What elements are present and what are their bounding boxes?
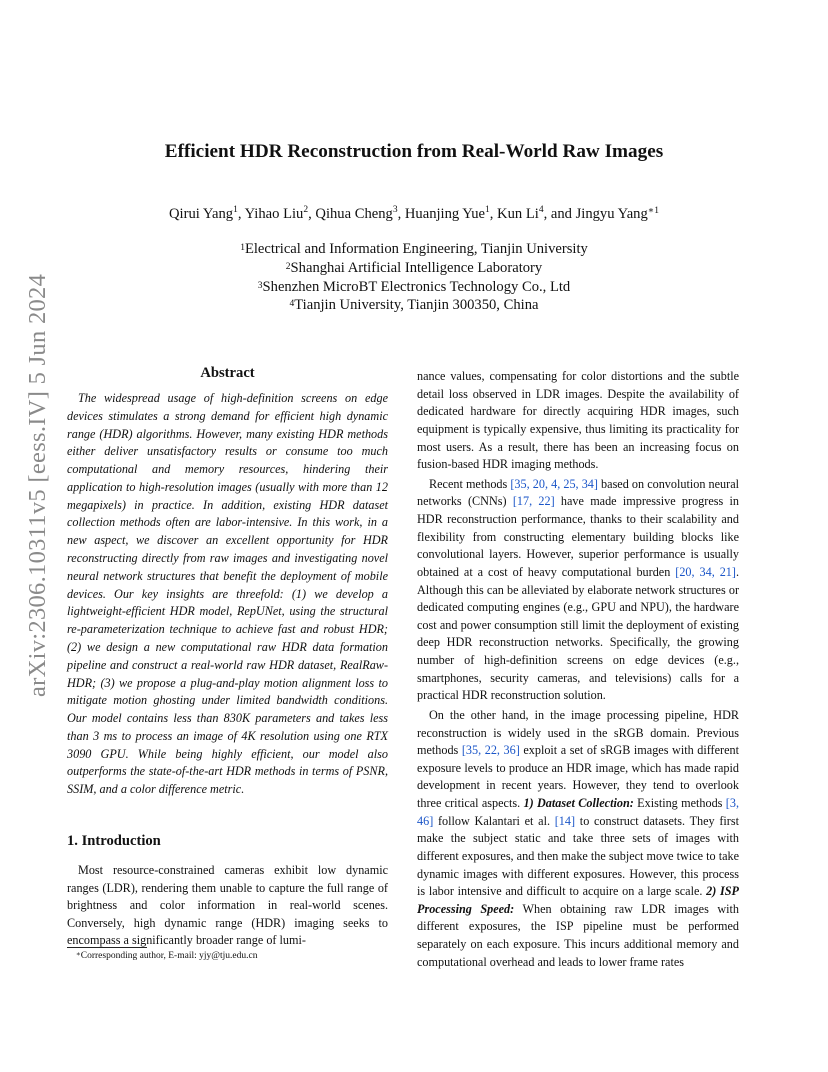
author: Qihua Cheng$^3$, xyxy=(315,205,405,222)
abstract-text: The widespread usage of high-definition screens on edge devices stimulates a strong demand for efficient high dynamic range (HDR) algorithms. However, many existing HDR methods either deliver unsatisfactory results or consume too much computational and memory resources, hindering their application to high-resolution images (usually with more than 12 megapixels) in practice. In addition, existing HDR dataset collection methods often are labor-intensive. In this work, in a new aspect, we discover an excellent opportunity for HDR reconstructing directly from raw images and investigating novel neural network structures that benefit the deployment of mobile devices. Our key insights are threefold: (1) we develop a lightweight-efficient HDR model, RepUNet, using the structural re-parameterization technique to achieve fast and robust HDR; (2) we design a new computational raw HDR data formation pipeline and construct a real-world raw HDR dataset, RealRaw-HDR; (3) we propose a plug-and-play motion alignment loss to mitigate motion ghosting under limited bandwidth conditions. Our model contains less than 830K parameters and takes less than 3 ms to process an image of 4K resolution using one RTX 3090 GPU. While being highly efficient, our model also outperforms the state-of-the-art HDR methods in terms of PSNR, SSIM, and a color difference metric. xyxy=(67,391,388,797)
introduction-heading: 1. Introduction xyxy=(67,833,161,849)
paper-title: Efficient HDR Reconstruction from Real-World Raw Images xyxy=(164,141,664,162)
citation-link[interactable]: [20, 34, 21] xyxy=(675,564,736,579)
author: Jingyu Yang$^{∗1}$ xyxy=(575,206,659,222)
author: Qirui Yang$^1$, xyxy=(169,205,245,222)
arxiv-identifier: arXiv:2306.10311v5 [eess.IV] 5 Jun 2024 xyxy=(24,273,51,698)
abstract-heading: Abstract xyxy=(200,365,255,381)
affiliation: $^2$Shanghai Artificial Intelligence Laboratory xyxy=(285,259,543,276)
affiliation: $^3$Shenzhen MicroBT Electronics Technology Co., Ltd xyxy=(257,278,571,295)
emphasis-isp-speed: 2) ISP Processing Speed: xyxy=(417,884,739,916)
citation-link[interactable]: [3, 46] xyxy=(417,796,739,828)
author: Kun Li$^4$, and xyxy=(497,205,576,222)
author: Yihao Liu$^2$, xyxy=(244,205,316,222)
citation-link[interactable]: [35, 22, 36] xyxy=(461,743,520,758)
body-paragraph: nance values, compensating for color distortions and the subtle detail loss observed in LDR images. Despite the availability of dedicated hardware for directly acquiring HDR images, such equipment is typically expensive, thus limiting its practicality for most users. As a result, there has been an increasing focus on fusion-based HDR imaging methods. xyxy=(417,369,739,472)
left-column xyxy=(67,365,388,799)
author: Huanjing Yue$^1$, xyxy=(404,205,498,222)
citation-link[interactable]: [14] xyxy=(554,813,576,828)
citation-link[interactable]: [17, 22] xyxy=(512,494,555,509)
affiliation: $^1$Electrical and Information Engineering, Tianjin University xyxy=(240,241,588,257)
emphasis-dataset-collection: 1) Dataset Collection: xyxy=(523,796,634,810)
author-list xyxy=(60,206,768,223)
right-column xyxy=(417,368,739,971)
body-paragraph: On the other hand, in the image processing pipeline, HDR reconstruction is widely used in the sRGB domain. Previous methods [35, 22, 36] exploit a set of sRGB images with different exposure levels to produce an HDR image, which has made rapid development in recent years. However, they tend to overlook three critical aspects. 1) Dataset Collection: Existing methods [3, 46] follow Kalantari et al. [14] to construct datasets. They first make the subject static and take three sets of images with different exposures, and then make the subject move twice to take dynamic images with different exposures. However, this process is labor intensive and difficult to acquire on a large scale. 2) ISP Processing Speed: When obtaining raw LDR images with different exposures, the ISP pipeline must be performed separately on each exposure. This incurs additional memory and computational overhead and leads to lower frame rates xyxy=(417,707,740,969)
affiliation: $^4$Tianjin University, Tianjin 300350, China xyxy=(289,297,539,314)
citation-link[interactable]: [35, 20, 4, 25, 34] xyxy=(510,476,598,491)
footnote-divider xyxy=(67,947,147,948)
introduction-paragraph: Most resource-constrained cameras exhibit low dynamic ranges (LDR), rendering them unable to capture the full range of brightness and color information in real-world scenes. Conversely, high dynamic range (HDR) imaging seeks to encompass a significantly broader range of lumi- xyxy=(67,863,388,947)
footnote: ∗Corresponding author, E-mail: yjy@tju.edu.cn xyxy=(76,950,258,961)
affiliation-list xyxy=(60,240,768,315)
body-paragraph: Recent methods [35, 20, 4, 25, 34] based on convolution neural networks (CNNs) [17, 22] have made impressive progress in HDR reconstruction performance, thanks to their scalability and flexibility from constructing elementary building blocks like convolutional layers. However, superior performance is usually obtained at a cost of heavy computational burden [20, 34, 21]. Although this can be alleviated by elaborate network structures or dedicated computing engines (e.g., GPU and NPU), the hardware cost and power consumption still limit the deployment of existing deep HDR reconstruction networks. Specifically, the growing number of high-definition screens on edge devices (e.g., smartphones, security cameras, and televisions) calls for a practical HDR reconstruction solution. xyxy=(417,476,739,703)
